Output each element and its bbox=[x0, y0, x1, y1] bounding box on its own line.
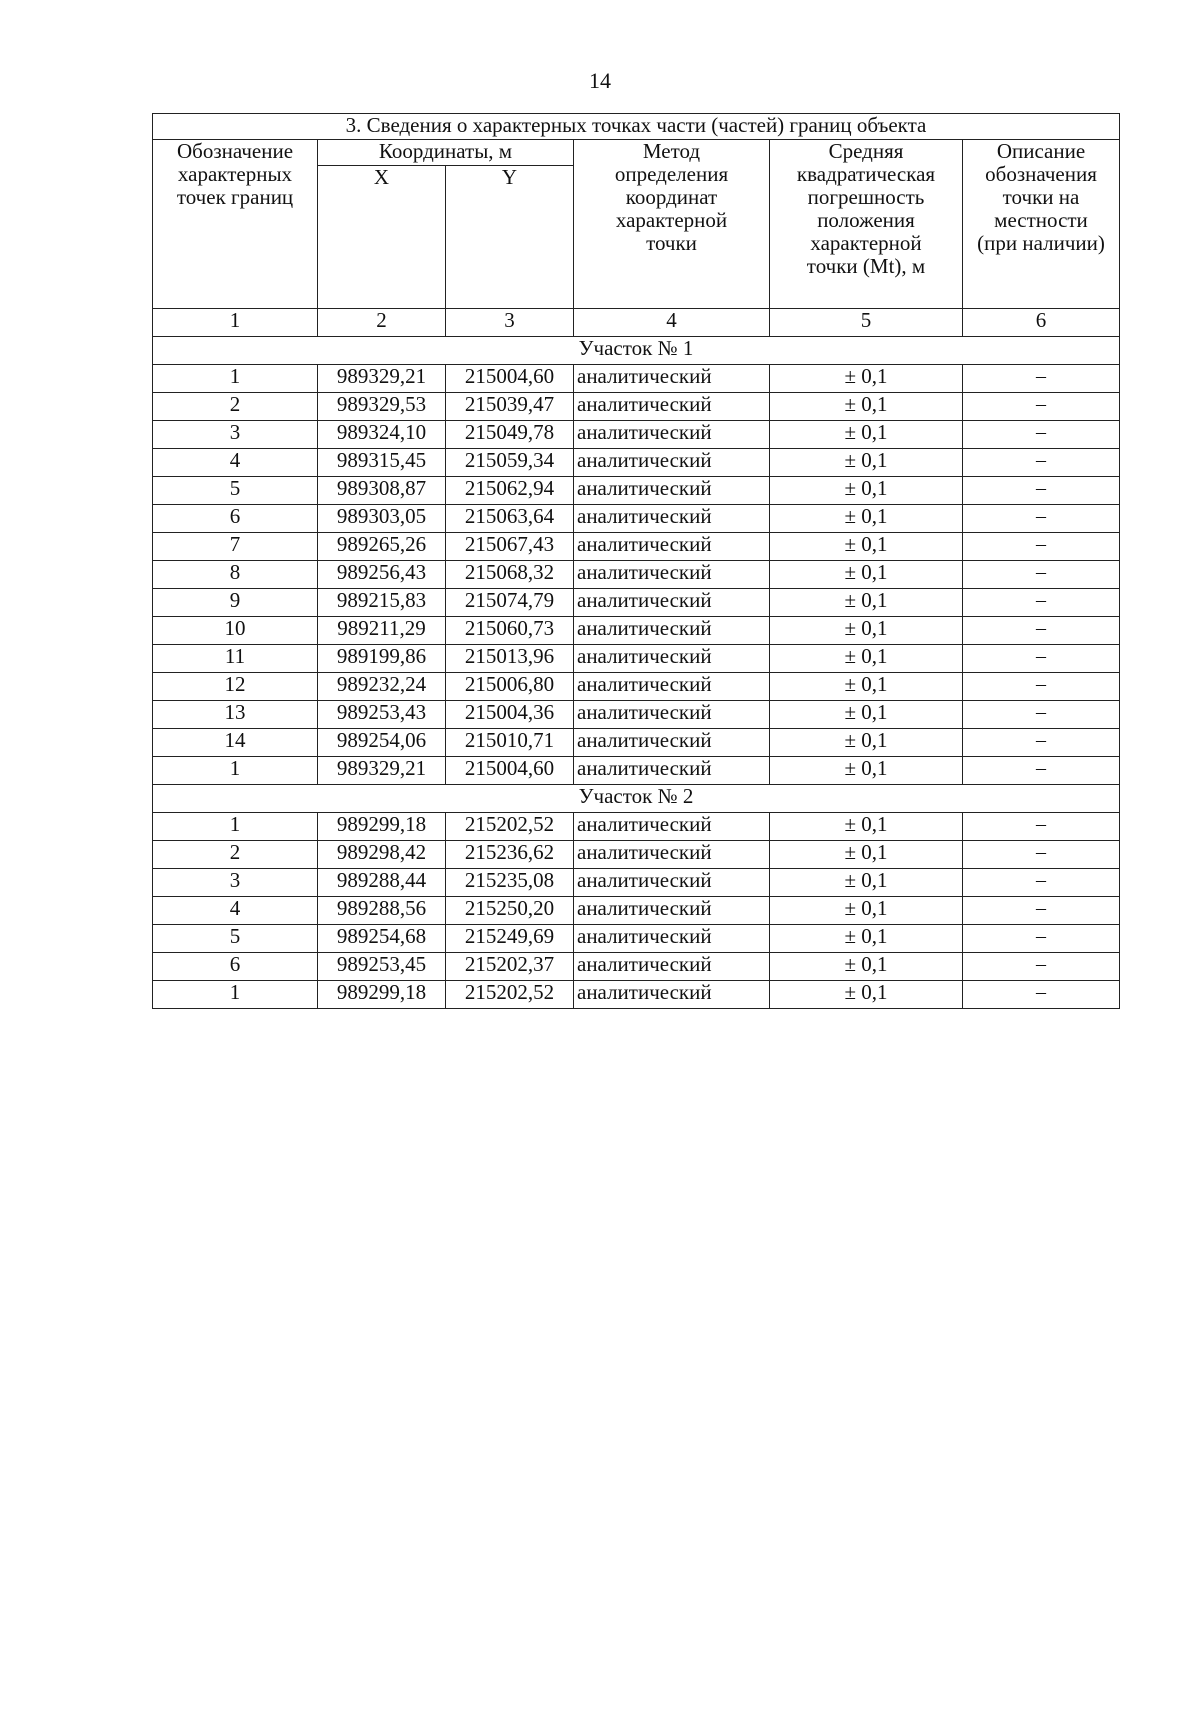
cell-method: аналитический bbox=[574, 561, 770, 589]
cell-method: аналитический bbox=[574, 505, 770, 533]
cell-x-coordinate: 989288,56 bbox=[318, 897, 446, 925]
cell-y-coordinate: 215039,47 bbox=[446, 393, 574, 421]
cell-error: ± 0,1 bbox=[770, 757, 963, 785]
cell-y-coordinate: 215074,79 bbox=[446, 589, 574, 617]
table-row bbox=[153, 365, 1120, 393]
column-numbers-row bbox=[153, 309, 1120, 337]
cell-x-coordinate: 989288,44 bbox=[318, 869, 446, 897]
cell-x-coordinate: 989232,24 bbox=[318, 673, 446, 701]
cell-y-coordinate: 215068,32 bbox=[446, 561, 574, 589]
cell-description: – bbox=[963, 477, 1120, 505]
header-coordinates: Координаты, м bbox=[318, 140, 574, 166]
cell-method: аналитический bbox=[574, 617, 770, 645]
cell-y-coordinate: 215067,43 bbox=[446, 533, 574, 561]
table-row bbox=[153, 757, 1120, 785]
header-x: X bbox=[318, 166, 446, 309]
cell-x-coordinate: 989303,05 bbox=[318, 505, 446, 533]
cell-method: аналитический bbox=[574, 365, 770, 393]
table-row bbox=[153, 813, 1120, 841]
cell-point-number: 5 bbox=[153, 477, 318, 505]
table-row bbox=[153, 617, 1120, 645]
cell-description: – bbox=[963, 365, 1120, 393]
cell-error: ± 0,1 bbox=[770, 589, 963, 617]
table-row bbox=[153, 841, 1120, 869]
cell-x-coordinate: 989329,21 bbox=[318, 757, 446, 785]
cell-y-coordinate: 215059,34 bbox=[446, 449, 574, 477]
cell-point-number: 2 bbox=[153, 393, 318, 421]
cell-x-coordinate: 989253,45 bbox=[318, 953, 446, 981]
cell-y-coordinate: 215062,94 bbox=[446, 477, 574, 505]
cell-description: – bbox=[963, 701, 1120, 729]
table-title: 3. Сведения о характерных точках части (частей) границ объекта bbox=[153, 114, 1120, 140]
cell-point-number: 9 bbox=[153, 589, 318, 617]
table-body bbox=[153, 337, 1120, 1009]
cell-description: – bbox=[963, 813, 1120, 841]
cell-x-coordinate: 989256,43 bbox=[318, 561, 446, 589]
cell-method: аналитический bbox=[574, 813, 770, 841]
cell-description: – bbox=[963, 897, 1120, 925]
table-row bbox=[153, 869, 1120, 897]
cell-y-coordinate: 215250,20 bbox=[446, 897, 574, 925]
cell-y-coordinate: 215006,80 bbox=[446, 673, 574, 701]
column-number: 4 bbox=[574, 309, 770, 337]
cell-y-coordinate: 215202,52 bbox=[446, 981, 574, 1009]
section-row bbox=[153, 337, 1120, 365]
cell-error: ± 0,1 bbox=[770, 561, 963, 589]
cell-error: ± 0,1 bbox=[770, 729, 963, 757]
table-row bbox=[153, 701, 1120, 729]
cell-description: – bbox=[963, 757, 1120, 785]
cell-error: ± 0,1 bbox=[770, 813, 963, 841]
cell-x-coordinate: 989265,26 bbox=[318, 533, 446, 561]
cell-method: аналитический bbox=[574, 953, 770, 981]
cell-x-coordinate: 989329,21 bbox=[318, 365, 446, 393]
cell-error: ± 0,1 bbox=[770, 897, 963, 925]
cell-error: ± 0,1 bbox=[770, 365, 963, 393]
cell-method: аналитический bbox=[574, 533, 770, 561]
cell-method: аналитический bbox=[574, 421, 770, 449]
cell-description: – bbox=[963, 925, 1120, 953]
cell-method: аналитический bbox=[574, 589, 770, 617]
column-number: 2 bbox=[318, 309, 446, 337]
cell-method: аналитический bbox=[574, 393, 770, 421]
cell-error: ± 0,1 bbox=[770, 673, 963, 701]
cell-error: ± 0,1 bbox=[770, 953, 963, 981]
cell-method: аналитический bbox=[574, 981, 770, 1009]
table-row bbox=[153, 393, 1120, 421]
table-row bbox=[153, 953, 1120, 981]
cell-description: – bbox=[963, 421, 1120, 449]
header-description: Описание обозначения точки на местности (при наличии) bbox=[963, 140, 1120, 309]
cell-error: ± 0,1 bbox=[770, 645, 963, 673]
table-row bbox=[153, 421, 1120, 449]
cell-point-number: 3 bbox=[153, 869, 318, 897]
column-number: 6 bbox=[963, 309, 1120, 337]
cell-y-coordinate: 215004,60 bbox=[446, 757, 574, 785]
cell-method: аналитический bbox=[574, 897, 770, 925]
cell-x-coordinate: 989298,42 bbox=[318, 841, 446, 869]
page-number: 14 bbox=[589, 68, 611, 93]
table-row bbox=[153, 897, 1120, 925]
cell-error: ± 0,1 bbox=[770, 449, 963, 477]
cell-description: – bbox=[963, 505, 1120, 533]
cell-error: ± 0,1 bbox=[770, 701, 963, 729]
table-row bbox=[153, 925, 1120, 953]
cell-x-coordinate: 989253,43 bbox=[318, 701, 446, 729]
cell-x-coordinate: 989199,86 bbox=[318, 645, 446, 673]
cell-method: аналитический bbox=[574, 729, 770, 757]
cell-point-number: 4 bbox=[153, 897, 318, 925]
table-row bbox=[153, 729, 1120, 757]
cell-point-number: 10 bbox=[153, 617, 318, 645]
cell-x-coordinate: 989329,53 bbox=[318, 393, 446, 421]
cell-x-coordinate: 989324,10 bbox=[318, 421, 446, 449]
cell-point-number: 1 bbox=[153, 365, 318, 393]
cell-y-coordinate: 215235,08 bbox=[446, 869, 574, 897]
cell-method: аналитический bbox=[574, 477, 770, 505]
cell-point-number: 6 bbox=[153, 953, 318, 981]
cell-method: аналитический bbox=[574, 645, 770, 673]
cell-error: ± 0,1 bbox=[770, 841, 963, 869]
table-row bbox=[153, 505, 1120, 533]
cell-y-coordinate: 215249,69 bbox=[446, 925, 574, 953]
cell-method: аналитический bbox=[574, 701, 770, 729]
header-designation: Обозначение характерных точек границ bbox=[153, 140, 318, 309]
cell-x-coordinate: 989254,06 bbox=[318, 729, 446, 757]
column-number: 5 bbox=[770, 309, 963, 337]
cell-error: ± 0,1 bbox=[770, 421, 963, 449]
table-row bbox=[153, 533, 1120, 561]
cell-y-coordinate: 215202,37 bbox=[446, 953, 574, 981]
table-row bbox=[153, 589, 1120, 617]
cell-description: – bbox=[963, 617, 1120, 645]
cell-point-number: 4 bbox=[153, 449, 318, 477]
cell-point-number: 11 bbox=[153, 645, 318, 673]
cell-x-coordinate: 989299,18 bbox=[318, 981, 446, 1009]
cell-point-number: 12 bbox=[153, 673, 318, 701]
header-method: Метод определения координат характерной точки bbox=[574, 140, 770, 309]
cell-y-coordinate: 215013,96 bbox=[446, 645, 574, 673]
boundary-points-table bbox=[152, 113, 1120, 1009]
section-row bbox=[153, 785, 1120, 813]
section-label: Участок № 1 bbox=[153, 337, 1120, 365]
cell-description: – bbox=[963, 953, 1120, 981]
table-row bbox=[153, 477, 1120, 505]
cell-error: ± 0,1 bbox=[770, 981, 963, 1009]
cell-error: ± 0,1 bbox=[770, 617, 963, 645]
cell-description: – bbox=[963, 729, 1120, 757]
cell-method: аналитический bbox=[574, 757, 770, 785]
cell-method: аналитический bbox=[574, 925, 770, 953]
cell-x-coordinate: 989215,83 bbox=[318, 589, 446, 617]
table-row bbox=[153, 673, 1120, 701]
cell-description: – bbox=[963, 645, 1120, 673]
cell-description: – bbox=[963, 393, 1120, 421]
cell-point-number: 6 bbox=[153, 505, 318, 533]
cell-y-coordinate: 215049,78 bbox=[446, 421, 574, 449]
cell-y-coordinate: 215004,60 bbox=[446, 365, 574, 393]
table-row bbox=[153, 561, 1120, 589]
cell-x-coordinate: 989308,87 bbox=[318, 477, 446, 505]
cell-error: ± 0,1 bbox=[770, 477, 963, 505]
section-label: Участок № 2 bbox=[153, 785, 1120, 813]
cell-y-coordinate: 215063,64 bbox=[446, 505, 574, 533]
cell-x-coordinate: 989254,68 bbox=[318, 925, 446, 953]
column-number: 3 bbox=[446, 309, 574, 337]
cell-y-coordinate: 215202,52 bbox=[446, 813, 574, 841]
cell-error: ± 0,1 bbox=[770, 925, 963, 953]
cell-point-number: 1 bbox=[153, 981, 318, 1009]
cell-y-coordinate: 215060,73 bbox=[446, 617, 574, 645]
cell-y-coordinate: 215010,71 bbox=[446, 729, 574, 757]
cell-x-coordinate: 989315,45 bbox=[318, 449, 446, 477]
cell-error: ± 0,1 bbox=[770, 393, 963, 421]
cell-point-number: 13 bbox=[153, 701, 318, 729]
cell-description: – bbox=[963, 841, 1120, 869]
cell-point-number: 5 bbox=[153, 925, 318, 953]
cell-point-number: 3 bbox=[153, 421, 318, 449]
cell-description: – bbox=[963, 449, 1120, 477]
cell-method: аналитический bbox=[574, 673, 770, 701]
table-row bbox=[153, 449, 1120, 477]
cell-method: аналитический bbox=[574, 869, 770, 897]
header-error: Средняя квадратическая погрешность положения характерной точки (Mt), м bbox=[770, 140, 963, 309]
cell-description: – bbox=[963, 561, 1120, 589]
cell-method: аналитический bbox=[574, 841, 770, 869]
cell-description: – bbox=[963, 673, 1120, 701]
cell-point-number: 2 bbox=[153, 841, 318, 869]
table-row bbox=[153, 645, 1120, 673]
cell-description: – bbox=[963, 981, 1120, 1009]
cell-error: ± 0,1 bbox=[770, 869, 963, 897]
cell-y-coordinate: 215004,36 bbox=[446, 701, 574, 729]
cell-point-number: 1 bbox=[153, 757, 318, 785]
cell-method: аналитический bbox=[574, 449, 770, 477]
cell-error: ± 0,1 bbox=[770, 533, 963, 561]
table-row bbox=[153, 981, 1120, 1009]
cell-point-number: 14 bbox=[153, 729, 318, 757]
cell-description: – bbox=[963, 533, 1120, 561]
cell-point-number: 1 bbox=[153, 813, 318, 841]
cell-error: ± 0,1 bbox=[770, 505, 963, 533]
cell-point-number: 7 bbox=[153, 533, 318, 561]
column-number: 1 bbox=[153, 309, 318, 337]
cell-description: – bbox=[963, 869, 1120, 897]
cell-description: – bbox=[963, 589, 1120, 617]
cell-x-coordinate: 989299,18 bbox=[318, 813, 446, 841]
header-y: Y bbox=[446, 166, 574, 309]
cell-x-coordinate: 989211,29 bbox=[318, 617, 446, 645]
cell-point-number: 8 bbox=[153, 561, 318, 589]
cell-y-coordinate: 215236,62 bbox=[446, 841, 574, 869]
